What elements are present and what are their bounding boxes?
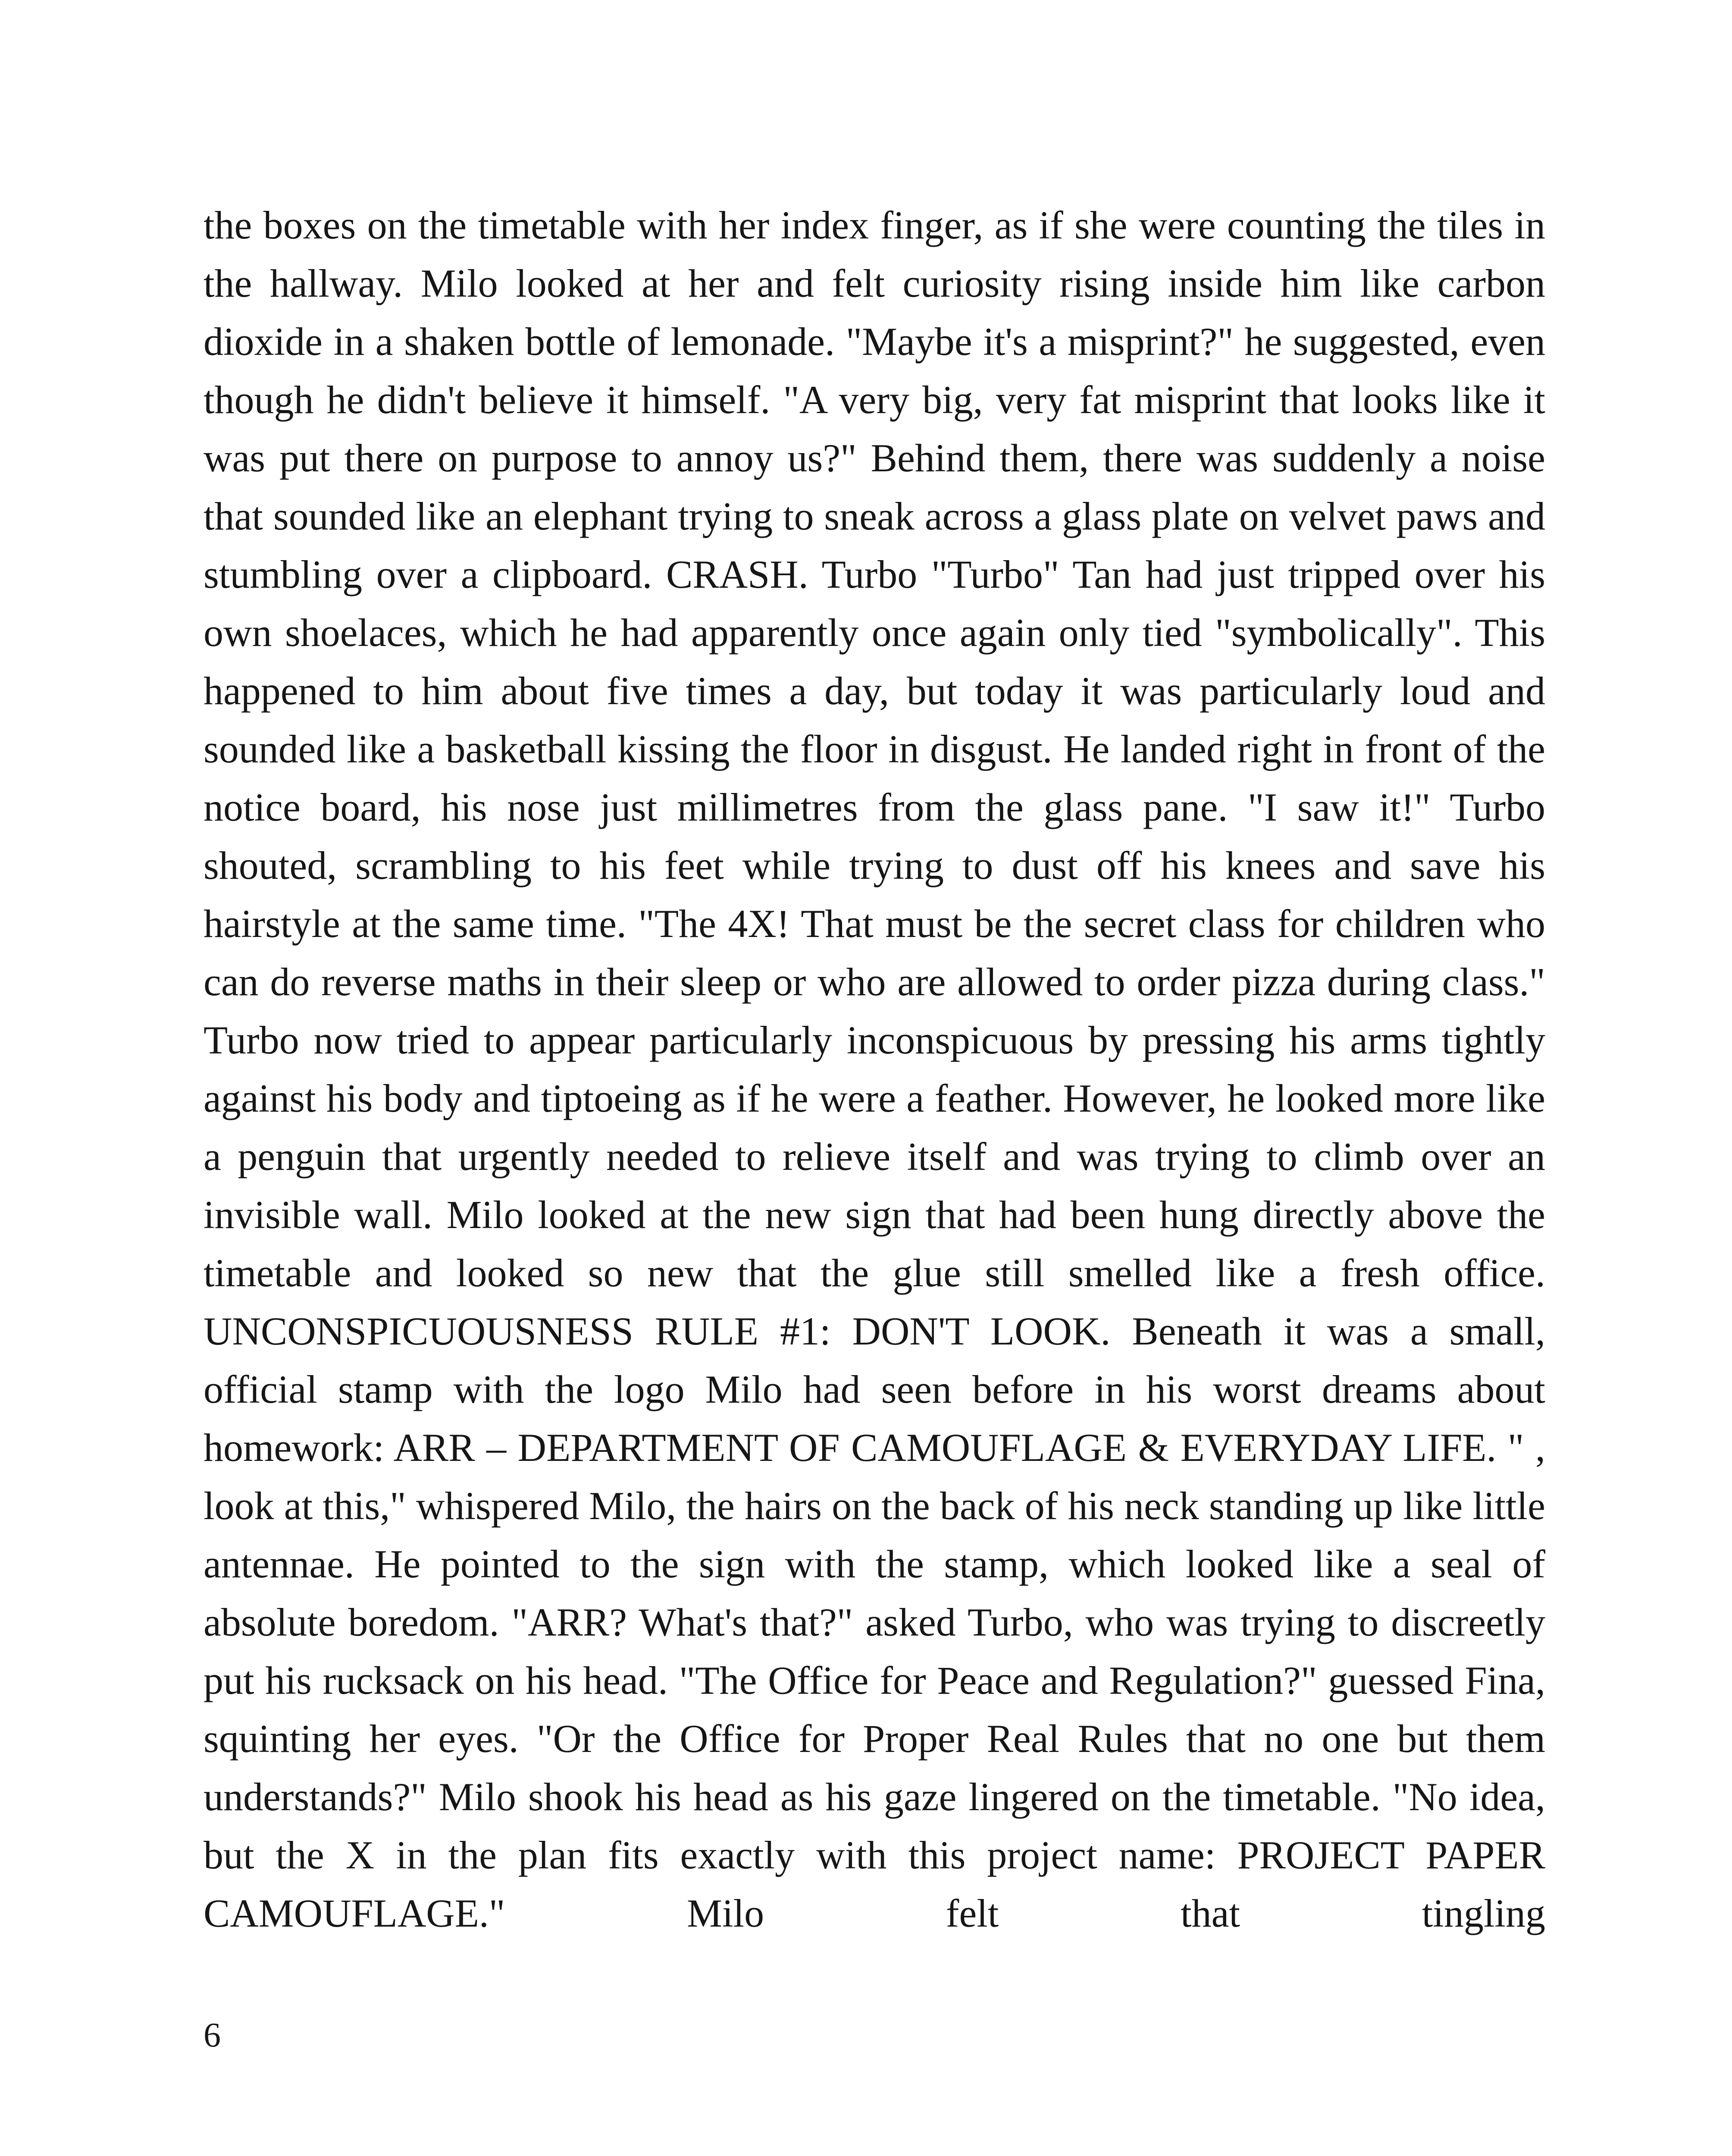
body-paragraph: the boxes on the timetable with her index finger, as if she were counting the tiles in the hallway. Milo looked at her and felt curiosity rising inside him like carbon dioxide in a shaken bottle of lemonade. "Maybe it's a misprint?" he suggested, even though he didn't believe it himself. "A very big, very fat misprint that looks like it was put there on purpose to annoy us?" Behind them, there was suddenly a noise that sounded like an elephant trying to sneak across a glass plate on velvet paws and stumbling over a clipboard. CRASH. Turbo "Turbo" Tan had just tripped over his own shoelaces, which he had apparently once again only tied "symbolically". This happened to him about five times a day, but today it was particularly loud and sounded like a basketball kissing the floor in disgust. He landed right in front of the notice board, his nose just millimetres from the glass pane. "I saw it!" Turbo shouted, scrambling to his feet while trying to dust off his knees and save his hairstyle at the same time. "The 4X! That must be the secret class for children who can do reverse maths in their sleep or who are allowed to order pizza during class." Turbo now tried to appear particularly inconspicuous by pressing his arms tightly against his body and tiptoeing as if he were a feather. However, he looked more like a penguin that urgently needed to relieve itself and was trying to climb over an invisible wall. Milo looked at the new sign that had been hung directly above the timetable and looked so new that the glue still smelled like a fresh office. UNCONSPICUOUSNESS RULE #1: DON'T LOOK. Beneath it was a small, official stamp with the logo Milo had seen before in his worst dreams about homework: ARR – DEPARTMENT OF CAMOUFLAGE & EVERYDAY LIFE. " , look at this," whispered Milo, the hairs on the back of his neck standing up like little antennae. He pointed to the sign with the stamp, which looked like a seal of absolute boredom. "ARR? What's that?" asked Turbo, who was trying to discreetly put his rucksack on his head. "The Office for Peace and Regulation?" guessed Fina, squinting her eyes. "Or the Office for Proper Real Rules that no one but them understands?" Milo shook his head as his gaze lingered on the timetable. "No idea, but the X in the plan fits exactly with this project name: PROJECT PAPER CAMOUFLAGE." Milo felt that tingling [204, 203, 1545, 1935]
page-number: 6 [204, 2016, 221, 2054]
